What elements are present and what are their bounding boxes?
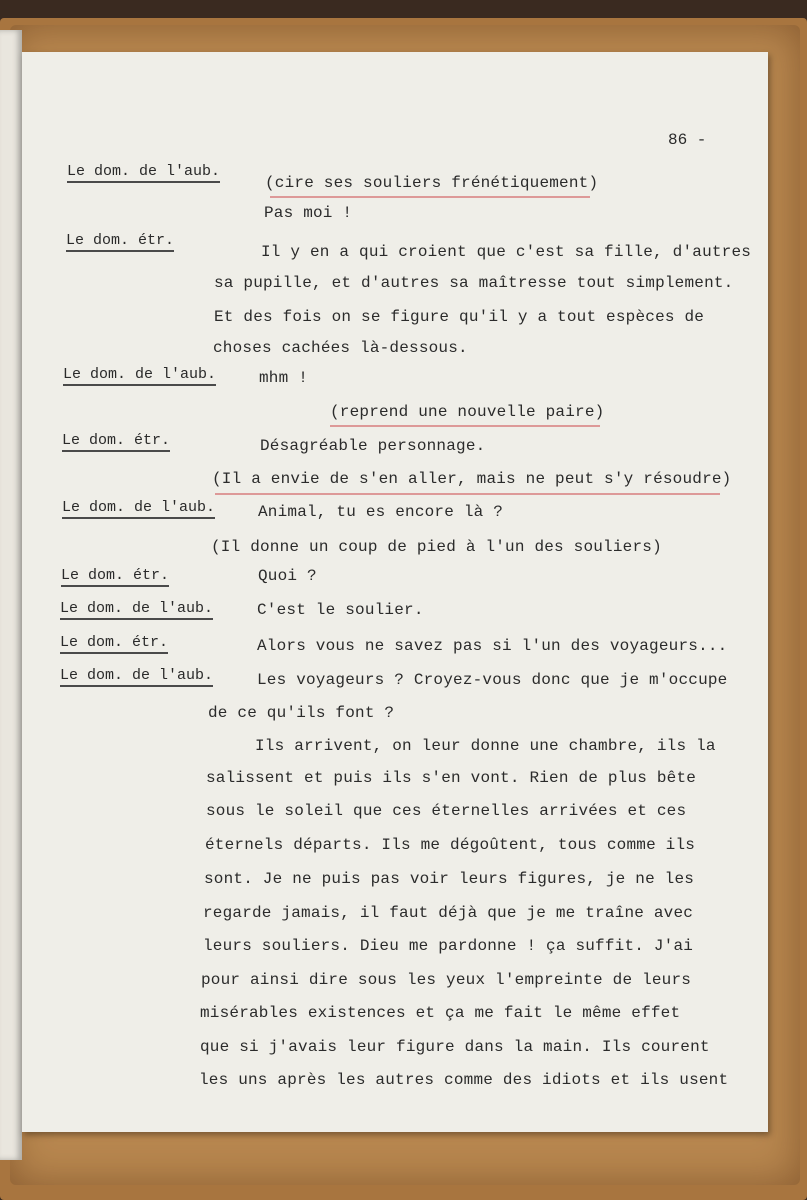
speaker-label: Le dom. de l'aub. xyxy=(62,499,215,519)
speaker-label: Le dom. de l'aub. xyxy=(63,366,216,386)
speaker-label: Le dom. étr. xyxy=(60,634,168,654)
page-number: 86 - xyxy=(668,131,707,149)
dialogue-line: Alors vous ne savez pas si l'un des voyageurs... xyxy=(257,637,728,655)
red-pencil-underline xyxy=(330,425,600,427)
dialogue-line: C'est le soulier. xyxy=(257,601,424,619)
dialogue-line: Pas moi ! xyxy=(264,204,353,222)
dialogue-line: éternels départs. Ils me dégoûtent, tous comme ils xyxy=(205,836,696,854)
dialogue-line: misérables existences et ça me fait le même effet xyxy=(200,1004,681,1022)
speaker-label: Le dom. de l'aub. xyxy=(67,163,220,183)
dialogue-line: choses cachées là-dessous. xyxy=(213,339,468,357)
stage-direction: (reprend une nouvelle paire) xyxy=(330,403,605,421)
speaker-label: Le dom. de l'aub. xyxy=(60,667,213,687)
dialogue-line: salissent et puis ils s'en vont. Rien de plus bête xyxy=(206,769,697,787)
speaker-label: Le dom. étr. xyxy=(66,232,174,252)
stage-direction: (Il donne un coup de pied à l'un des souliers) xyxy=(211,538,662,556)
dialogue-line: de ce qu'ils font ? xyxy=(208,704,395,722)
dialogue-line: Et des fois on se figure qu'il y a tout espèces de xyxy=(214,308,705,326)
dialogue-line: Quoi ? xyxy=(258,567,317,585)
dialogue-line: Animal, tu es encore là ? xyxy=(258,503,504,521)
dialogue-line: sont. Je ne puis pas voir leurs figures, je ne les xyxy=(204,870,695,888)
dialogue-line: que si j'avais leur figure dans la main. Ils courent xyxy=(200,1038,710,1056)
dialogue-line: Il y en a qui croient que c'est sa fille, d'autres xyxy=(261,243,752,261)
red-pencil-underline xyxy=(215,493,720,495)
speaker-label: Le dom. étr. xyxy=(62,432,170,452)
red-pencil-underline xyxy=(270,196,590,198)
stage-direction: (cire ses souliers frénétiquement) xyxy=(265,174,599,192)
typewritten-page xyxy=(22,52,768,1132)
dialogue-line: regarde jamais, il faut déjà que je me traîne avec xyxy=(203,904,694,922)
dialogue-line: Désagréable personnage. xyxy=(260,437,486,455)
dialogue-line: sa pupille, et d'autres sa maîtresse tout simplement. xyxy=(214,274,734,292)
adjacent-page-edge xyxy=(0,30,22,1160)
dialogue-line: sous le soleil que ces éternelles arrivées et ces xyxy=(206,802,687,820)
speaker-label: Le dom. de l'aub. xyxy=(60,600,213,620)
dialogue-line: Ils arrivent, on leur donne une chambre, ils la xyxy=(255,737,716,755)
dialogue-line: pour ainsi dire sous les yeux l'empreinte de leurs xyxy=(201,971,692,989)
stage-direction: (Il a envie de s'en aller, mais ne peut s'y résoudre) xyxy=(212,470,732,488)
dialogue-line: Les voyageurs ? Croyez-vous donc que je m'occupe xyxy=(257,671,728,689)
dialogue-line: leurs souliers. Dieu me pardonne ! ça suffit. J'ai xyxy=(203,937,694,955)
dialogue-line: mhm ! xyxy=(259,369,309,387)
dialogue-line: les uns après les autres comme des idiots et ils usent xyxy=(199,1071,729,1089)
speaker-label: Le dom. étr. xyxy=(61,567,169,587)
